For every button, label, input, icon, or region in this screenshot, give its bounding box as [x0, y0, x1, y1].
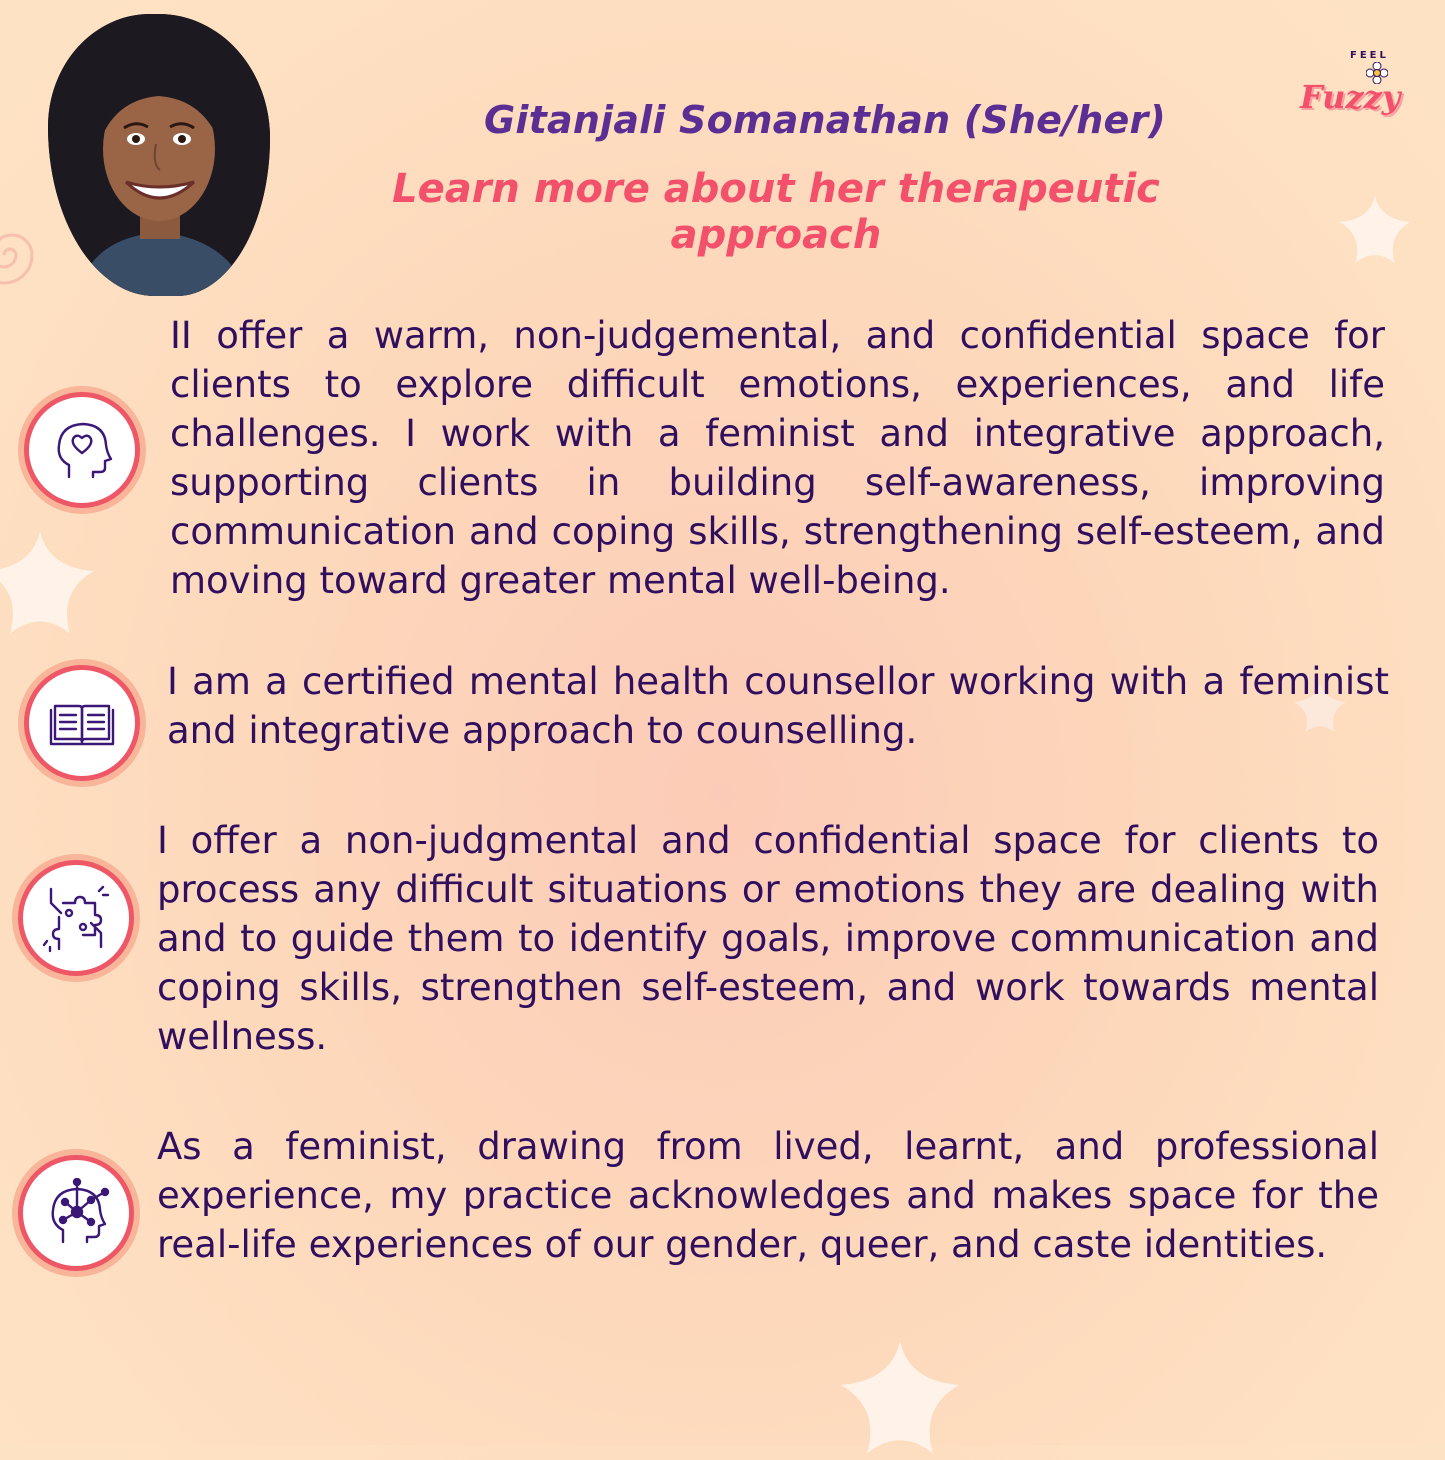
head-network-icon [18, 1155, 134, 1271]
feel-fuzzy-logo [1300, 44, 1416, 124]
section-2-text: I am a certified mental health counsellor working with a feminist and integrative approach to counselling. [167, 660, 1389, 752]
star-decoration [0, 520, 100, 645]
puzzle-hands-icon [18, 860, 134, 976]
therapist-name: Gitanjali Somanathan (She/her) [484, 98, 1166, 142]
section-4-text: As a feminist, drawing from lived, learnt, and professional experience, my practice acknowledges and makes space for the real-life experiences of our gender, queer, and caste identities. [157, 1125, 1379, 1266]
profile-photo [48, 14, 270, 296]
logo-brand-text: Fuzzy [1300, 78, 1401, 116]
section-1-text: II offer a warm, non-judgemental, and confidential space for clients to explore difficult emotions, experiences, and life challenges. I work with a feminist and integrative approach, supporting clients in building self-awareness, improving communication and coping skills, strengthening self-esteem, and moving toward greater mental well-being. [170, 314, 1385, 602]
star-decoration [1335, 192, 1415, 267]
head-heart-icon [24, 392, 140, 508]
section-3-text: I offer a non-judgmental and confidential space for clients to process any difficult situations or emotions they are dealing with and to guide them to identify goals, improve communication and coping skills, strengthen self-esteem, and work towards mental wellness. [157, 819, 1379, 1058]
logo-feel-text: FEEL [1350, 50, 1389, 61]
open-book-icon [24, 665, 140, 781]
star-decoration [830, 1335, 970, 1460]
swirl-decoration [0, 210, 50, 300]
page-subtitle: Learn more about her therapeutic approach [392, 166, 1160, 258]
